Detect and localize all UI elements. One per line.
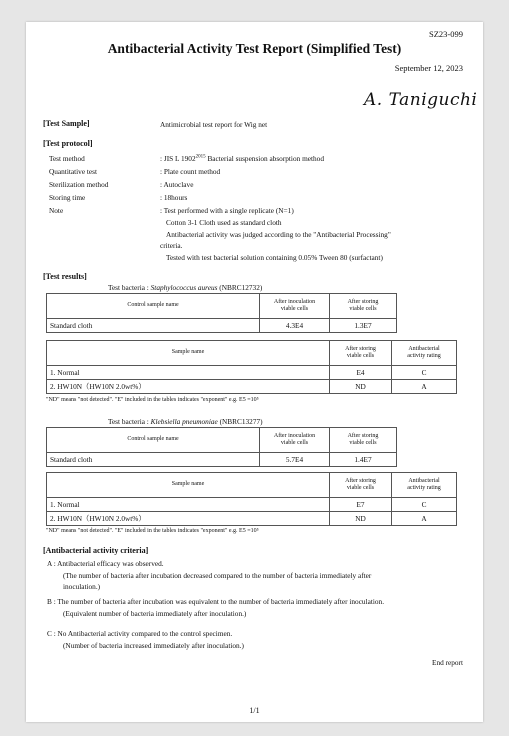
bacteria-strain: (NBRC12732) — [219, 283, 263, 292]
test-bacteria-label: Test bacteria : — [108, 283, 149, 292]
signature: A. Taniguchi — [364, 90, 478, 110]
sample-name-header: Sample name — [47, 341, 330, 366]
report-page — [26, 22, 483, 722]
storing-viable-cells: 1.3E7 — [330, 319, 397, 333]
document-id: SZ23-099 — [429, 29, 463, 39]
sample-name: 1. Normal — [47, 498, 330, 512]
sterilization-method-label: Sterilization method — [49, 180, 109, 189]
note-line: Antibacterial activity was judged according to the "Antibacterial Processing" — [166, 230, 391, 239]
end-report: End report — [431, 658, 463, 667]
test-bacteria-label: Test bacteria : — [108, 417, 149, 426]
inoculation-viable-cells: 4.3E4 — [260, 319, 330, 333]
table-row — [47, 498, 457, 512]
sample-name: 1. Normal — [47, 366, 330, 380]
storing-viable-cells: E7 — [330, 498, 392, 512]
criteria-c: C : No Antibacterial activity compared to the control specimen. — [47, 629, 233, 638]
quantitative-test-label: Quantitative test — [49, 167, 98, 176]
activity-rating-header: Antibacterial activity rating — [392, 341, 457, 366]
criteria-c-detail: (Number of bacteria increased immediately after inoculation.) — [63, 641, 244, 650]
note-line: Tested with test bacterial solution containing 0.05% Tween 80 (surfactant) — [166, 253, 383, 262]
sample-name: 2. HW10N（HW10N 2.0wt%） — [47, 380, 330, 394]
test-bacteria-line — [108, 283, 262, 292]
test-results-heading: [Test results] — [43, 272, 87, 281]
bacteria-strain: (NBRC13277) — [219, 417, 263, 426]
sample-table — [46, 340, 457, 394]
control-sample-name-header: Control sample name — [47, 428, 260, 453]
table-row — [47, 453, 397, 467]
control-sample-name: Standard cloth — [47, 319, 260, 333]
bacteria-name: Klebsiella pneumoniae — [150, 417, 218, 426]
storing-viable-cells: ND — [330, 512, 392, 526]
control-sample-name-header: Control sample name — [47, 294, 260, 319]
test-method-year: 2015 — [195, 154, 206, 160]
test-method-prefix: : JIS L 1902 — [160, 154, 196, 163]
control-table — [46, 427, 397, 467]
note-line: criteria. — [160, 241, 183, 250]
note-line: : Test performed with a single replicate (N=1) — [160, 206, 294, 215]
note-line: Cotton 3-1 Cloth used as standard cloth — [166, 218, 282, 227]
table-footnote: "ND" means "not detected". "E" included in the tables indicates "exponent" e.g. E5 =10⁵ — [46, 528, 259, 534]
criteria-a-detail: (The number of bacteria after incubation decreased compared to the number of bacteria immediately after — [63, 571, 372, 580]
control-sample-name: Standard cloth — [47, 453, 260, 467]
activity-rating: A — [392, 380, 457, 394]
storing-time-label: Storing time — [49, 193, 86, 202]
after-storing-header: After storing viable cells — [330, 428, 397, 453]
criteria-a-detail: inoculation.) — [63, 582, 101, 591]
test-method-suffix: Bacterial suspension absorption method — [207, 154, 324, 163]
criteria-b-detail: (Equivalent number of bacteria immediately after inoculation.) — [63, 609, 247, 618]
activity-rating: C — [392, 498, 457, 512]
table-footnote: "ND" means "not detected". "E" included in the tables indicates "exponent" e.g. E5 =10⁵ — [46, 397, 259, 403]
activity-rating: C — [392, 366, 457, 380]
test-sample-heading: [Test Sample] — [43, 119, 90, 128]
after-storing-header: After storing viable cells — [330, 341, 392, 366]
page-number: 1/1 — [249, 706, 260, 715]
report-title: Antibacterial Activity Test Report (Simplified Test) — [107, 41, 402, 56]
after-inoculation-header: After inoculation viable cells — [260, 294, 330, 319]
inoculation-viable-cells: 5.7E4 — [260, 453, 330, 467]
after-storing-header: After storing viable cells — [330, 294, 397, 319]
sample-name: 2. HW10N（HW10N 2.0wt%） — [47, 512, 330, 526]
activity-rating-header: Antibacterial activity rating — [392, 473, 457, 498]
storing-viable-cells: ND — [330, 380, 392, 394]
storing-time-value: : 18hours — [160, 193, 188, 202]
table-row — [47, 319, 397, 333]
sample-name-header: Sample name — [47, 473, 330, 498]
criteria-heading: [Antibacterial activity criteria] — [43, 546, 149, 555]
activity-rating: A — [392, 512, 457, 526]
criteria-a: A : Antibacterial efficacy was observed. — [47, 559, 164, 568]
sterilization-method-value: : Autoclave — [160, 180, 194, 189]
storing-viable-cells: E4 — [330, 366, 392, 380]
report-date: September 12, 2023 — [394, 63, 463, 73]
control-table — [46, 293, 397, 333]
test-sample-value: Antimicrobial test report for Wig net — [160, 120, 268, 129]
test-protocol-heading: [Test protocol] — [43, 139, 93, 148]
criteria-b: B : The number of bacteria after incubation was equivalent to the number of bacteria immediately after inoculation. — [47, 597, 385, 606]
storing-viable-cells: 1.4E7 — [330, 453, 397, 467]
table-row — [47, 366, 457, 380]
after-inoculation-header: After inoculation viable cells — [260, 428, 330, 453]
sample-table — [46, 472, 457, 526]
table-row — [47, 512, 457, 526]
bacteria-name: Staphylococcus aureus — [150, 283, 218, 292]
note-label: Note — [49, 206, 64, 215]
test-method-value — [160, 154, 324, 163]
test-method-label: Test method — [49, 154, 85, 163]
table-row — [47, 380, 457, 394]
quantitative-test-value: : Plate count method — [160, 167, 221, 176]
test-bacteria-line — [108, 417, 263, 426]
after-storing-header: After storing viable cells — [330, 473, 392, 498]
